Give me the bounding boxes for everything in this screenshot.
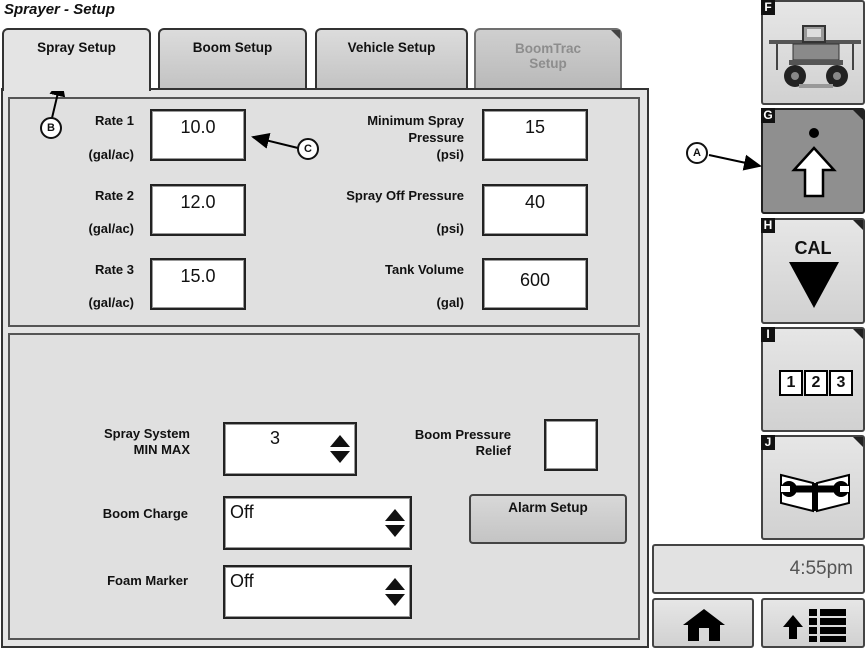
spray-system-label-line1: Spray System (104, 426, 190, 441)
tab-boomtrac-label-line2: Setup (529, 56, 567, 71)
min-spray-pressure-label-line2: Pressure (408, 130, 464, 145)
rate-2-label: Rate 2 (94, 188, 134, 203)
min-spray-pressure-label-line1: Minimum Spray (367, 113, 464, 128)
softkey-h-cal[interactable] (761, 218, 865, 324)
window-title: Sprayer - Setup (4, 1, 115, 18)
status-bar (652, 544, 865, 594)
tab-spray-setup-label: Spray Setup (37, 40, 116, 55)
rate-3-unit: (gal/ac) (88, 295, 134, 310)
softkey-corner-icon (853, 220, 863, 230)
tank-volume-label: Tank Volume (385, 262, 464, 277)
sprayer-vehicle-icon (769, 24, 861, 90)
softkey-f[interactable] (761, 0, 865, 105)
rate-2-input[interactable]: 12.0 (150, 184, 246, 236)
tab-boomtrac-setup[interactable] (474, 28, 622, 88)
softkey-g-letter: G (761, 108, 775, 123)
up-arrow-menu-icon (783, 607, 847, 643)
up-down-arrows-icon[interactable] (384, 508, 406, 538)
tab-vehicle-setup-label: Vehicle Setup (347, 40, 436, 55)
boom-pressure-relief-label-line2: Relief (475, 443, 511, 458)
spray-system-value: 3 (269, 428, 280, 448)
digit-3: 3 (829, 370, 853, 396)
rate-2-unit: (gal/ac) (88, 221, 134, 236)
tab-spray-setup[interactable] (2, 28, 151, 91)
tank-volume-unit: (gal) (436, 295, 464, 310)
min-spray-pressure-unit: (psi) (436, 147, 464, 162)
home-icon (682, 608, 726, 642)
spray-system-spinner[interactable] (223, 422, 357, 476)
softkey-g[interactable] (761, 108, 865, 214)
digit-2: 2 (804, 370, 828, 396)
clock-time: 4:55pm (789, 558, 853, 579)
up-down-arrows-icon[interactable] (329, 434, 351, 464)
boom-pressure-relief-checkbox[interactable] (544, 419, 598, 471)
rate-1-label: Rate 1 (94, 113, 134, 128)
numeric-keypad-icon (779, 370, 853, 396)
softkey-j-manual[interactable] (761, 435, 865, 540)
softkey-f-letter: F (761, 0, 775, 15)
spray-system-label-line2: MIN MAX (133, 442, 190, 457)
down-triangle-icon (789, 260, 839, 310)
foam-marker-value: Off (230, 571, 254, 591)
home-button[interactable] (652, 598, 754, 648)
softkey-j-letter: J (761, 435, 775, 450)
alarm-setup-button[interactable] (469, 494, 627, 544)
min-spray-pressure-input[interactable]: 15 (482, 109, 588, 161)
up-down-arrows-icon[interactable] (384, 577, 406, 607)
spray-off-pressure-label: Spray Off Pressure (346, 188, 464, 203)
boom-charge-label: Boom Charge (102, 506, 188, 521)
softkey-corner-icon (853, 437, 863, 447)
spray-off-pressure-unit: (psi) (436, 221, 464, 236)
tab-corner-fold (611, 30, 620, 39)
callout-a: A (686, 142, 708, 164)
tank-volume-input[interactable]: 600 (482, 258, 588, 310)
softkey-h-letter: H (761, 218, 775, 233)
rate-1-input[interactable]: 10.0 (150, 109, 246, 161)
callout-b: B (40, 117, 62, 139)
softkey-corner-icon (853, 110, 863, 120)
cal-label: CAL (794, 238, 832, 258)
digit-1: 1 (779, 370, 803, 396)
foam-marker-label: Foam Marker (107, 573, 188, 588)
callout-c: C (297, 138, 319, 160)
boom-charge-value: Off (230, 502, 254, 522)
manual-wrench-icon (777, 461, 853, 517)
menu-button[interactable] (761, 598, 865, 648)
rate-3-label: Rate 3 (94, 262, 134, 277)
softkey-i-letter: I (761, 327, 775, 342)
tab-boom-setup[interactable] (158, 28, 307, 88)
softkey-corner-icon (853, 329, 863, 339)
boom-charge-dropdown[interactable] (223, 496, 412, 550)
boom-pressure-relief-label-line1: Boom Pressure (414, 427, 511, 442)
tab-boom-setup-label: Boom Setup (192, 40, 273, 55)
rate-1-unit: (gal/ac) (88, 147, 134, 162)
up-arrow-icon (789, 126, 839, 202)
tab-vehicle-setup[interactable] (315, 28, 468, 88)
rate-3-input[interactable]: 15.0 (150, 258, 246, 310)
foam-marker-dropdown[interactable] (223, 565, 412, 619)
tab-boomtrac-label-line1: BoomTrac (514, 41, 582, 56)
spray-off-pressure-input[interactable]: 40 (482, 184, 588, 236)
alarm-setup-label: Alarm Setup (508, 500, 588, 515)
softkey-i-numeric[interactable] (761, 327, 865, 432)
